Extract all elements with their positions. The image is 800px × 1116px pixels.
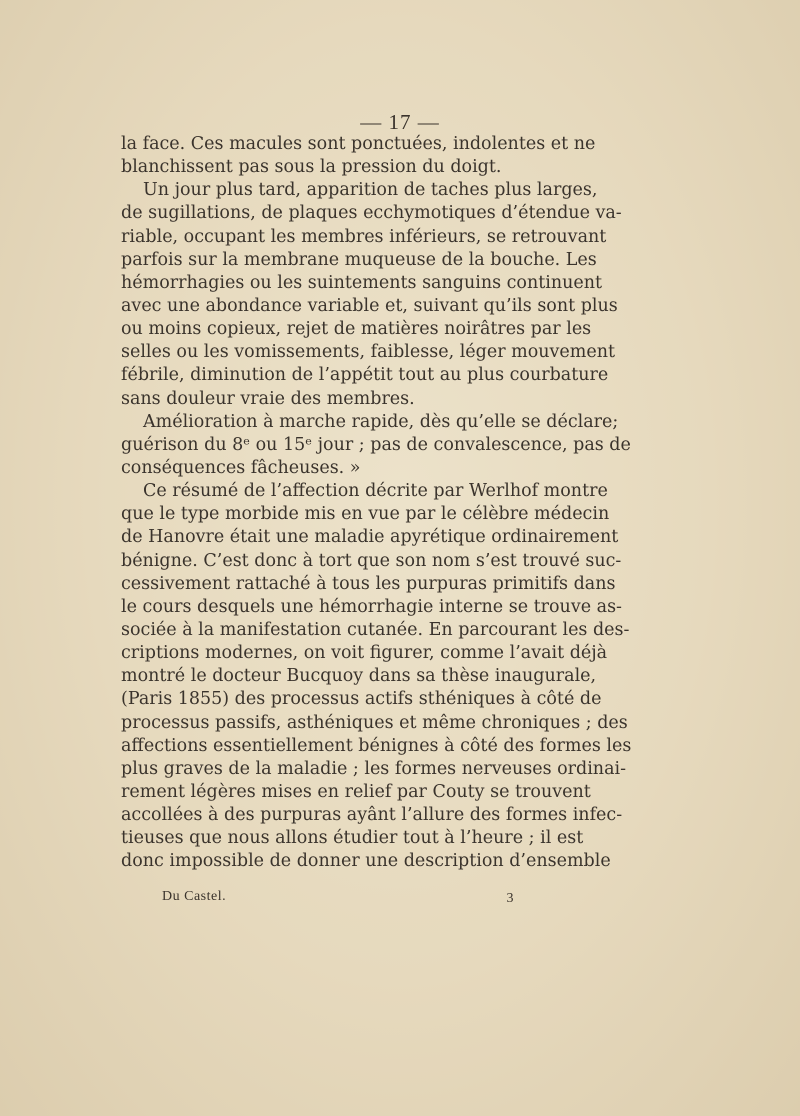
text-line: ou moins copieux, rejet de matières noirâtres par les	[121, 319, 592, 340]
text-line: plus graves de la maladie ; les formes nerveuses ordinai-	[121, 758, 627, 779]
text-line: processus passifs, asthéniques et même chroniques ; des	[121, 712, 628, 733]
text-line: riable, occupant les membres inférieurs, se retrouvant	[121, 226, 607, 247]
text-line: tieuses que nous allons étudier tout à l’heure ; il est	[121, 828, 584, 849]
text-line: criptions modernes, on voit figurer, comme l’avait déjà	[121, 643, 608, 664]
text-line: affections essentiellement bénignes à côté des formes les	[121, 735, 632, 756]
text-line: cessivement rattaché à tous les purpuras primitifs dans	[121, 573, 616, 594]
text-line: blanchissent pas sous la pression du doigt.	[121, 157, 502, 178]
text-line: de sugillations, de plaques ecchymotiques d’étendue va-	[121, 203, 622, 224]
text-line: parfois sur la membrane muqueuse de la bouche. Les	[121, 249, 597, 270]
text-line: de Hanovre était une maladie apyrétique ordinairement	[121, 527, 619, 548]
text-line: accollées à des purpuras ayânt l’allure des formes infec-	[121, 805, 623, 826]
text-line: donc impossible de donner une description d’ensemble	[121, 851, 611, 872]
sheet-number: 3	[506, 891, 514, 906]
text-line: sans douleur vraie des membres.	[121, 388, 415, 409]
text-line: que le type morbide mis en vue par le célèbre médecin	[121, 504, 610, 525]
text-line: Ce résumé de l’affection décrite par Werlhof montre	[143, 481, 608, 502]
text-line: Un jour plus tard, apparition de taches plus larges,	[143, 180, 598, 201]
text-line: hémorrhagies ou les suintements sanguins continuent	[121, 272, 603, 293]
text-line: conséquences fâcheuses. »	[121, 457, 361, 478]
author-signature-mark: Du Castel.	[162, 889, 227, 904]
text-line: le cours desquels une hémorrhagie interne se trouve as-	[121, 596, 622, 617]
page-number: — 17 —	[360, 110, 440, 134]
text-line: la face. Ces macules sont ponctuées, indolentes et ne	[121, 134, 596, 154]
text-line: guérison du 8ᵉ ou 15ᵉ jour ; pas de convalescence, pas de	[121, 434, 631, 455]
text-line: bénigne. C’est donc à tort que son nom s’est trouvé suc-	[121, 550, 622, 571]
text-line: rement légères mises en relief par Couty se trouvent	[121, 781, 591, 802]
text-line: selles ou les vomissements, faiblesse, léger mouvement	[121, 342, 616, 363]
text-line: sociée à la manifestation cutanée. En parcourant les des-	[121, 619, 630, 640]
text-line: (Paris 1855) des processus actifs sthéniques à côté de	[121, 689, 602, 710]
text-line: Amélioration à marche rapide, dès qu’elle se déclare;	[143, 411, 619, 432]
body-text	[121, 133, 632, 874]
text-line: avec une abondance variable et, suivant qu’ils sont plus	[121, 295, 618, 316]
text-line: fébrile, diminution de l’appétit tout au plus courbature	[121, 365, 609, 386]
text-line: montré le docteur Bucquoy dans sa thèse inaugurale,	[121, 666, 597, 687]
